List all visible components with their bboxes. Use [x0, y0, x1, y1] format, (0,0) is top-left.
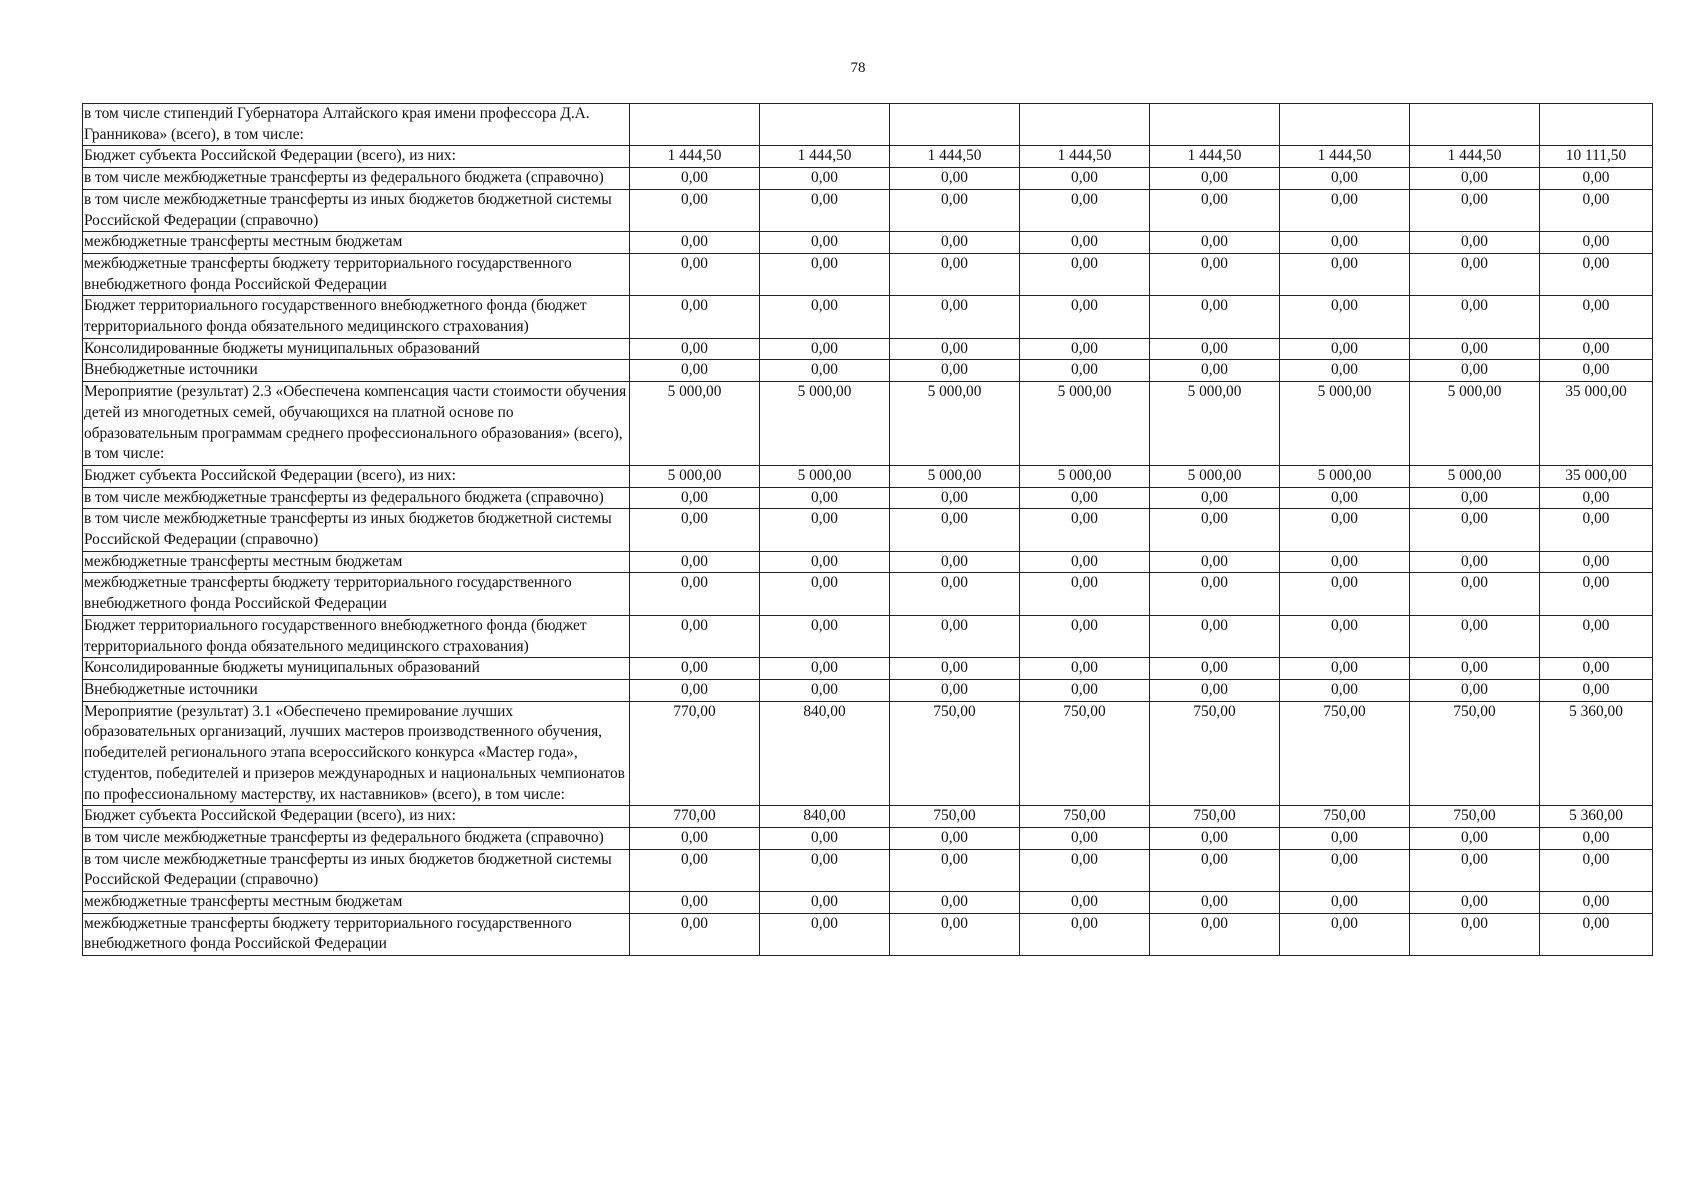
- value-cell: 0,00: [760, 338, 890, 360]
- value-cell: 0,00: [1280, 509, 1410, 551]
- value-cell: 0,00: [1150, 892, 1280, 914]
- table-row: [83, 189, 1653, 231]
- value-cell: 0,00: [1410, 189, 1540, 231]
- table-row: [83, 360, 1653, 382]
- total-cell: 0,00: [1540, 573, 1653, 615]
- table-row: [83, 679, 1653, 701]
- value-cell: 0,00: [1280, 338, 1410, 360]
- value-cell: 770,00: [630, 701, 760, 806]
- value-cell: 0,00: [630, 615, 760, 657]
- value-cell: 0,00: [760, 679, 890, 701]
- value-cell: 0,00: [1410, 573, 1540, 615]
- value-cell: 750,00: [1150, 806, 1280, 828]
- value-cell: 0,00: [760, 232, 890, 254]
- table-row: [83, 338, 1653, 360]
- value-cell: [1020, 104, 1150, 146]
- value-cell: 750,00: [1020, 701, 1150, 806]
- value-cell: 0,00: [1020, 913, 1150, 955]
- total-cell: 0,00: [1540, 360, 1653, 382]
- value-cell: 0,00: [1150, 189, 1280, 231]
- table-row: [83, 146, 1653, 168]
- row-label: Бюджет субъекта Российской Федерации (всего), из них:: [83, 465, 630, 487]
- table-row: [83, 253, 1653, 295]
- value-cell: 0,00: [1020, 189, 1150, 231]
- value-cell: 0,00: [1280, 551, 1410, 573]
- value-cell: 0,00: [1020, 827, 1150, 849]
- value-cell: 0,00: [630, 509, 760, 551]
- value-cell: 0,00: [1280, 232, 1410, 254]
- value-cell: 0,00: [890, 615, 1020, 657]
- value-cell: 0,00: [1020, 679, 1150, 701]
- value-cell: 5 000,00: [1150, 465, 1280, 487]
- value-cell: 0,00: [1150, 658, 1280, 680]
- total-cell: [1540, 104, 1653, 146]
- value-cell: 5 000,00: [1020, 382, 1150, 466]
- table-row: [83, 827, 1653, 849]
- value-cell: 0,00: [1410, 253, 1540, 295]
- row-label: Бюджет территориального государственного внебюджетного фонда (бюджет территориального фонда обязательного медицинского страхования): [83, 296, 630, 338]
- value-cell: 5 000,00: [760, 382, 890, 466]
- value-cell: [1280, 104, 1410, 146]
- value-cell: 0,00: [1280, 487, 1410, 509]
- row-label: межбюджетные трансферты местным бюджетам: [83, 551, 630, 573]
- value-cell: 1 444,50: [1020, 146, 1150, 168]
- row-label: Бюджет субъекта Российской Федерации (всего), из них:: [83, 806, 630, 828]
- value-cell: 5 000,00: [890, 382, 1020, 466]
- table-row: [83, 382, 1653, 466]
- value-cell: 0,00: [630, 658, 760, 680]
- value-cell: 0,00: [1410, 658, 1540, 680]
- value-cell: 0,00: [890, 189, 1020, 231]
- value-cell: 0,00: [1280, 296, 1410, 338]
- value-cell: 0,00: [1020, 168, 1150, 190]
- value-cell: 0,00: [1020, 487, 1150, 509]
- value-cell: 0,00: [630, 551, 760, 573]
- total-cell: 0,00: [1540, 827, 1653, 849]
- value-cell: 0,00: [1280, 658, 1410, 680]
- value-cell: 0,00: [1020, 615, 1150, 657]
- value-cell: 1 444,50: [1410, 146, 1540, 168]
- value-cell: 0,00: [890, 849, 1020, 891]
- value-cell: 0,00: [1280, 189, 1410, 231]
- value-cell: 0,00: [1020, 232, 1150, 254]
- value-cell: 0,00: [1280, 892, 1410, 914]
- value-cell: 0,00: [760, 189, 890, 231]
- value-cell: 0,00: [760, 827, 890, 849]
- value-cell: 0,00: [890, 913, 1020, 955]
- value-cell: 0,00: [630, 296, 760, 338]
- value-cell: 0,00: [630, 338, 760, 360]
- value-cell: 0,00: [630, 189, 760, 231]
- value-cell: 0,00: [890, 658, 1020, 680]
- value-cell: 0,00: [1410, 679, 1540, 701]
- value-cell: 1 444,50: [890, 146, 1020, 168]
- row-label: Внебюджетные источники: [83, 360, 630, 382]
- table-row: [83, 465, 1653, 487]
- value-cell: 0,00: [760, 487, 890, 509]
- value-cell: 0,00: [890, 253, 1020, 295]
- value-cell: 0,00: [1020, 551, 1150, 573]
- table-row: [83, 573, 1653, 615]
- value-cell: 0,00: [890, 296, 1020, 338]
- total-cell: 0,00: [1540, 296, 1653, 338]
- value-cell: 750,00: [1150, 701, 1280, 806]
- value-cell: 0,00: [890, 360, 1020, 382]
- total-cell: 35 000,00: [1540, 382, 1653, 466]
- table-row: [83, 296, 1653, 338]
- value-cell: 0,00: [1150, 232, 1280, 254]
- table-row: [83, 658, 1653, 680]
- value-cell: 0,00: [630, 913, 760, 955]
- value-cell: 0,00: [1020, 253, 1150, 295]
- value-cell: 5 000,00: [1150, 382, 1280, 466]
- table-row: [83, 892, 1653, 914]
- value-cell: 0,00: [1280, 615, 1410, 657]
- value-cell: 0,00: [1150, 360, 1280, 382]
- value-cell: 840,00: [760, 701, 890, 806]
- table-row: [83, 913, 1653, 955]
- value-cell: 750,00: [1410, 806, 1540, 828]
- row-label: в том числе межбюджетные трансферты из иных бюджетов бюджетной системы Российской Федерации (справочно): [83, 509, 630, 551]
- row-label: межбюджетные трансферты бюджету территориального государственного внебюджетного фонда Российской Федерации: [83, 913, 630, 955]
- value-cell: 0,00: [630, 892, 760, 914]
- value-cell: 0,00: [1410, 232, 1540, 254]
- value-cell: 750,00: [1280, 806, 1410, 828]
- table-row: [83, 701, 1653, 806]
- value-cell: 0,00: [1280, 827, 1410, 849]
- total-cell: 5 360,00: [1540, 806, 1653, 828]
- value-cell: 0,00: [1020, 892, 1150, 914]
- value-cell: 0,00: [1150, 679, 1280, 701]
- value-cell: [890, 104, 1020, 146]
- value-cell: 0,00: [1150, 509, 1280, 551]
- value-cell: 0,00: [1020, 360, 1150, 382]
- value-cell: 0,00: [1150, 338, 1280, 360]
- value-cell: 1 444,50: [1150, 146, 1280, 168]
- row-label: Внебюджетные источники: [83, 679, 630, 701]
- value-cell: 750,00: [890, 701, 1020, 806]
- value-cell: 0,00: [1410, 509, 1540, 551]
- total-cell: 10 111,50: [1540, 146, 1653, 168]
- total-cell: 35 000,00: [1540, 465, 1653, 487]
- value-cell: 0,00: [760, 849, 890, 891]
- value-cell: 5 000,00: [630, 382, 760, 466]
- total-cell: 0,00: [1540, 913, 1653, 955]
- value-cell: 5 000,00: [1280, 465, 1410, 487]
- value-cell: 0,00: [1280, 913, 1410, 955]
- page-number: 78: [850, 60, 866, 76]
- total-cell: 0,00: [1540, 168, 1653, 190]
- value-cell: 0,00: [1150, 573, 1280, 615]
- value-cell: 0,00: [1410, 551, 1540, 573]
- value-cell: 0,00: [1410, 849, 1540, 891]
- value-cell: 0,00: [890, 168, 1020, 190]
- total-cell: 0,00: [1540, 189, 1653, 231]
- value-cell: 0,00: [1280, 679, 1410, 701]
- value-cell: 0,00: [630, 849, 760, 891]
- row-label: в том числе межбюджетные трансферты из федерального бюджета (справочно): [83, 168, 630, 190]
- value-cell: 0,00: [890, 827, 1020, 849]
- total-cell: 5 360,00: [1540, 701, 1653, 806]
- table-row: [83, 551, 1653, 573]
- value-cell: 5 000,00: [760, 465, 890, 487]
- row-label: межбюджетные трансферты местным бюджетам: [83, 892, 630, 914]
- value-cell: 5 000,00: [1280, 382, 1410, 466]
- value-cell: 0,00: [760, 658, 890, 680]
- value-cell: 0,00: [1020, 658, 1150, 680]
- value-cell: 0,00: [760, 253, 890, 295]
- value-cell: 0,00: [890, 679, 1020, 701]
- value-cell: 0,00: [630, 487, 760, 509]
- total-cell: 0,00: [1540, 658, 1653, 680]
- total-cell: 0,00: [1540, 679, 1653, 701]
- row-label: в том числе стипендий Губернатора Алтайского края имени профессора Д.А. Гранникова» (всего), в том числе:: [83, 104, 630, 146]
- value-cell: 0,00: [760, 551, 890, 573]
- value-cell: [1410, 104, 1540, 146]
- row-label: в том числе межбюджетные трансферты из иных бюджетов бюджетной системы Российской Федерации (справочно): [83, 849, 630, 891]
- value-cell: 0,00: [1150, 168, 1280, 190]
- total-cell: 0,00: [1540, 338, 1653, 360]
- value-cell: [630, 104, 760, 146]
- value-cell: 0,00: [1150, 253, 1280, 295]
- value-cell: 0,00: [630, 573, 760, 615]
- value-cell: 750,00: [890, 806, 1020, 828]
- table-row: [83, 168, 1653, 190]
- value-cell: 0,00: [630, 232, 760, 254]
- value-cell: 770,00: [630, 806, 760, 828]
- value-cell: 0,00: [630, 360, 760, 382]
- row-label: Консолидированные бюджеты муниципальных образований: [83, 658, 630, 680]
- value-cell: 1 444,50: [760, 146, 890, 168]
- value-cell: 0,00: [760, 168, 890, 190]
- value-cell: 750,00: [1020, 806, 1150, 828]
- total-cell: 0,00: [1540, 487, 1653, 509]
- value-cell: 0,00: [760, 573, 890, 615]
- value-cell: 5 000,00: [1020, 465, 1150, 487]
- value-cell: 0,00: [1280, 573, 1410, 615]
- table-row: [83, 849, 1653, 891]
- value-cell: 0,00: [1150, 827, 1280, 849]
- value-cell: 0,00: [890, 509, 1020, 551]
- value-cell: 0,00: [1150, 551, 1280, 573]
- total-cell: 0,00: [1540, 615, 1653, 657]
- total-cell: 0,00: [1540, 551, 1653, 573]
- row-label: Бюджет территориального государственного внебюджетного фонда (бюджет территориального фонда обязательного медицинского страхования): [83, 615, 630, 657]
- value-cell: 1 444,50: [1280, 146, 1410, 168]
- total-cell: 0,00: [1540, 253, 1653, 295]
- value-cell: 0,00: [1020, 509, 1150, 551]
- value-cell: 750,00: [1410, 701, 1540, 806]
- row-label: межбюджетные трансферты местным бюджетам: [83, 232, 630, 254]
- row-label: в том числе межбюджетные трансферты из иных бюджетов бюджетной системы Российской Федерации (справочно): [83, 189, 630, 231]
- table-row: [83, 615, 1653, 657]
- row-label: Мероприятие (результат) 2.3 «Обеспечена компенсация части стоимости обучения детей из многодетных семей, обучающихся на платной основе по образовательным программам среднего профессионального образования» (всего), в том числе:: [83, 382, 630, 466]
- value-cell: 0,00: [1410, 913, 1540, 955]
- row-label: межбюджетные трансферты бюджету территориального государственного внебюджетного фонда Российской Федерации: [83, 253, 630, 295]
- value-cell: 0,00: [760, 360, 890, 382]
- value-cell: 1 444,50: [630, 146, 760, 168]
- value-cell: 0,00: [1410, 296, 1540, 338]
- budget-table: [82, 103, 1653, 956]
- value-cell: 0,00: [760, 913, 890, 955]
- value-cell: 5 000,00: [890, 465, 1020, 487]
- value-cell: 840,00: [760, 806, 890, 828]
- value-cell: 0,00: [890, 338, 1020, 360]
- value-cell: 0,00: [890, 551, 1020, 573]
- value-cell: 0,00: [1150, 487, 1280, 509]
- value-cell: 0,00: [1020, 849, 1150, 891]
- row-label: межбюджетные трансферты бюджету территориального государственного внебюджетного фонда Российской Федерации: [83, 573, 630, 615]
- total-cell: 0,00: [1540, 232, 1653, 254]
- value-cell: 5 000,00: [1410, 465, 1540, 487]
- value-cell: 0,00: [1150, 296, 1280, 338]
- value-cell: 0,00: [1280, 849, 1410, 891]
- value-cell: [760, 104, 890, 146]
- value-cell: 750,00: [1280, 701, 1410, 806]
- value-cell: 0,00: [1280, 253, 1410, 295]
- row-label: в том числе межбюджетные трансферты из федерального бюджета (справочно): [83, 827, 630, 849]
- value-cell: 0,00: [890, 573, 1020, 615]
- row-label: Консолидированные бюджеты муниципальных образований: [83, 338, 630, 360]
- value-cell: 0,00: [1020, 296, 1150, 338]
- value-cell: 0,00: [630, 679, 760, 701]
- value-cell: 0,00: [630, 827, 760, 849]
- value-cell: 0,00: [630, 168, 760, 190]
- value-cell: 0,00: [1410, 892, 1540, 914]
- value-cell: 0,00: [760, 296, 890, 338]
- value-cell: 0,00: [1410, 338, 1540, 360]
- total-cell: 0,00: [1540, 892, 1653, 914]
- table-row: [83, 232, 1653, 254]
- value-cell: 0,00: [890, 487, 1020, 509]
- value-cell: 0,00: [1410, 360, 1540, 382]
- value-cell: 0,00: [1150, 615, 1280, 657]
- row-label: Бюджет субъекта Российской Федерации (всего), из них:: [83, 146, 630, 168]
- value-cell: 5 000,00: [1410, 382, 1540, 466]
- value-cell: 0,00: [760, 892, 890, 914]
- value-cell: 0,00: [890, 892, 1020, 914]
- value-cell: 0,00: [1410, 827, 1540, 849]
- value-cell: 0,00: [890, 232, 1020, 254]
- value-cell: 0,00: [1410, 168, 1540, 190]
- value-cell: 0,00: [1280, 168, 1410, 190]
- table-row: [83, 509, 1653, 551]
- total-cell: 0,00: [1540, 509, 1653, 551]
- table-row: [83, 806, 1653, 828]
- value-cell: 0,00: [760, 615, 890, 657]
- value-cell: 5 000,00: [630, 465, 760, 487]
- table-row: [83, 104, 1653, 146]
- value-cell: 0,00: [760, 509, 890, 551]
- value-cell: 0,00: [1410, 487, 1540, 509]
- value-cell: 0,00: [1280, 360, 1410, 382]
- row-label: в том числе межбюджетные трансферты из федерального бюджета (справочно): [83, 487, 630, 509]
- row-label: Мероприятие (результат) 3.1 «Обеспечено премирование лучших образовательных организаций, лучших мастеров производственного обучения, победителей регионального этапа всероссийского конкурса «Мастер года», студентов, победителей и призеров международных и национальных чемпионатов по профессиональному мастерству, их наставников» (всего), в том числе:: [83, 701, 630, 806]
- value-cell: 0,00: [1150, 849, 1280, 891]
- value-cell: 0,00: [1150, 913, 1280, 955]
- budget-table-body: [83, 104, 1653, 956]
- value-cell: 0,00: [1020, 338, 1150, 360]
- value-cell: 0,00: [630, 253, 760, 295]
- value-cell: [1150, 104, 1280, 146]
- table-row: [83, 487, 1653, 509]
- total-cell: 0,00: [1540, 849, 1653, 891]
- value-cell: 0,00: [1410, 615, 1540, 657]
- value-cell: 0,00: [1020, 573, 1150, 615]
